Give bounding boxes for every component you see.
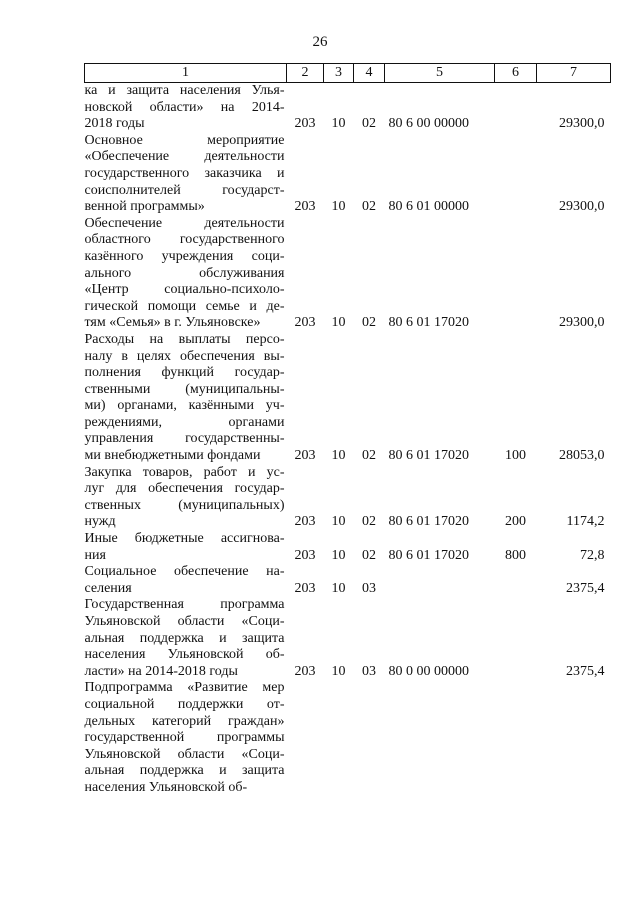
description-line: Расходы на выплаты персо- (84, 331, 285, 347)
description-line: дельных категорий граждан» (84, 713, 285, 729)
amount: 29300,0 (559, 315, 605, 331)
description-line: венной программы» (84, 199, 205, 215)
description-line: альная поддержка и защита (84, 630, 285, 646)
header-row (85, 64, 611, 83)
ministry-code: 203 (294, 116, 316, 132)
expense-type-code (495, 133, 537, 216)
row-description (85, 465, 287, 531)
description-line: реждениями, органами (84, 414, 285, 430)
budget-table (84, 63, 611, 797)
subsection-code: 02 (362, 448, 376, 464)
description-line: социальной поддержки от- (84, 696, 285, 712)
description-line: государственного заказчика и (84, 165, 285, 181)
description-line: ми внебюджетными фондами (84, 448, 261, 464)
description-line: «Обеспечение деятельности (84, 149, 285, 165)
target-article-code (385, 680, 495, 796)
description-line: государственной программы (84, 730, 285, 746)
description-line: ми) органами, казёнными уч- (84, 398, 285, 414)
column-header-7: 7 (537, 64, 611, 83)
expense-type-code: 200 (505, 514, 526, 530)
row-description (85, 332, 287, 465)
column-header-2: 2 (287, 64, 324, 83)
description-line: налу в целях обеспечения вы- (84, 348, 285, 364)
target-article-code: 80 6 01 17020 (388, 448, 469, 464)
row-description (85, 83, 287, 133)
subsection-code: 02 (362, 199, 376, 215)
section-code: 10 (331, 116, 346, 132)
amount: 28053,0 (559, 448, 605, 464)
expense-type-code: 100 (505, 448, 526, 464)
column-header-3: 3 (324, 64, 354, 83)
section-code: 10 (331, 315, 346, 331)
target-article-code: 80 6 01 17020 (388, 315, 469, 331)
section-code: 10 (331, 448, 346, 464)
target-article-code: 80 6 01 17020 (388, 514, 469, 530)
description-line: Социальное обеспечение на- (84, 564, 285, 580)
table-row (85, 531, 611, 564)
description-line: селения (84, 580, 132, 596)
amount: 72,8 (580, 547, 605, 563)
ministry-code (287, 680, 324, 796)
section-code: 10 (331, 580, 346, 596)
subsection-code: 03 (362, 580, 376, 596)
row-description (85, 133, 287, 216)
amount: 2375,4 (566, 580, 605, 596)
description-line: областного государственного (84, 232, 285, 248)
section-code: 10 (331, 547, 346, 563)
table-header (85, 64, 611, 83)
ministry-code: 203 (294, 547, 316, 563)
amount (537, 680, 611, 796)
row-description (85, 216, 287, 332)
amount: 29300,0 (559, 199, 605, 215)
amount: 2375,4 (566, 663, 605, 679)
description-line: луг для обеспечения государ- (84, 481, 285, 497)
expense-type-code (495, 83, 537, 133)
subsection-code (354, 680, 385, 796)
description-line: ственных (муниципальных) (84, 497, 285, 513)
description-line: населения Ульяновской об- (84, 647, 285, 663)
ministry-code: 203 (294, 448, 316, 464)
table-row (85, 680, 611, 796)
table-row (85, 83, 611, 133)
amount: 1174,2 (566, 514, 605, 530)
description-line: ственными (муниципальны- (84, 381, 285, 397)
row-description (85, 680, 287, 796)
row-description (85, 597, 287, 680)
description-line: Иные бюджетные ассигнова- (84, 531, 285, 547)
description-line: «Центр социально-психоло- (84, 282, 285, 298)
description-line: полнения функций государ- (84, 365, 285, 381)
page-number: 26 (312, 34, 328, 50)
ministry-code: 203 (294, 514, 316, 530)
description-line: тям «Семья» в г. Ульяновске» (84, 315, 261, 331)
description-line: гической помощи семье и де- (84, 298, 285, 314)
description-line: Подпрограмма «Развитие мер (84, 680, 285, 696)
expense-type-code (495, 216, 537, 332)
description-line: соисполнителей государст- (84, 182, 285, 198)
subsection-code: 02 (362, 315, 376, 331)
expense-type-code (495, 564, 537, 597)
ministry-code: 203 (294, 580, 316, 596)
table-body (85, 83, 611, 797)
column-header-5: 5 (385, 64, 495, 83)
row-description (85, 531, 287, 564)
target-article-code: 80 0 00 00000 (388, 663, 469, 679)
description-line: новской области» на 2014- (84, 99, 285, 115)
ministry-code: 203 (294, 663, 316, 679)
description-line: ния (84, 547, 106, 563)
table-row (85, 597, 611, 680)
target-article-code: 80 6 01 00000 (388, 199, 469, 215)
description-line: 2018 годы (84, 116, 145, 132)
description-line: Обеспечение деятельности (84, 215, 285, 231)
section-code: 10 (331, 663, 346, 679)
target-article-code (385, 564, 495, 597)
table-row (85, 133, 611, 216)
table-row (85, 564, 611, 597)
description-line: населения Ульяновской об- (84, 779, 248, 795)
subsection-code: 03 (362, 663, 376, 679)
column-header-4: 4 (354, 64, 385, 83)
description-line: ласти» на 2014-2018 годы (84, 663, 238, 679)
description-line: нужд (84, 514, 116, 530)
amount: 29300,0 (559, 116, 605, 132)
expense-type-code (495, 680, 537, 796)
section-code: 10 (331, 199, 346, 215)
table-row (85, 465, 611, 531)
subsection-code: 02 (362, 547, 376, 563)
subsection-code: 02 (362, 514, 376, 530)
description-line: Ульяновской области «Соци- (84, 746, 285, 762)
column-header-1: 1 (85, 64, 287, 83)
row-description (85, 564, 287, 597)
description-line: Государственная программа (84, 597, 285, 613)
expense-type-code: 800 (505, 547, 526, 563)
subsection-code: 02 (362, 116, 376, 132)
description-line: альная поддержка и защита (84, 763, 285, 779)
section-code: 10 (331, 514, 346, 530)
ministry-code: 203 (294, 315, 316, 331)
target-article-code: 80 6 01 17020 (388, 547, 469, 563)
description-line: Ульяновской области «Соци- (84, 614, 285, 629)
description-line: Закупка товаров, работ и ус- (84, 464, 285, 480)
description-line: казённого учреждения соци- (84, 248, 285, 264)
expense-type-code (495, 597, 537, 680)
description-line: ка и защита населения Улья- (84, 83, 285, 98)
table-row (85, 332, 611, 465)
description-line: Основное мероприятие (84, 132, 285, 148)
ministry-code: 203 (294, 199, 316, 215)
section-code (324, 680, 354, 796)
column-header-6: 6 (495, 64, 537, 83)
target-article-code: 80 6 00 00000 (388, 116, 469, 132)
description-line: ального обслуживания (84, 265, 285, 281)
description-line: управления государственны- (84, 431, 285, 447)
table-row (85, 216, 611, 332)
